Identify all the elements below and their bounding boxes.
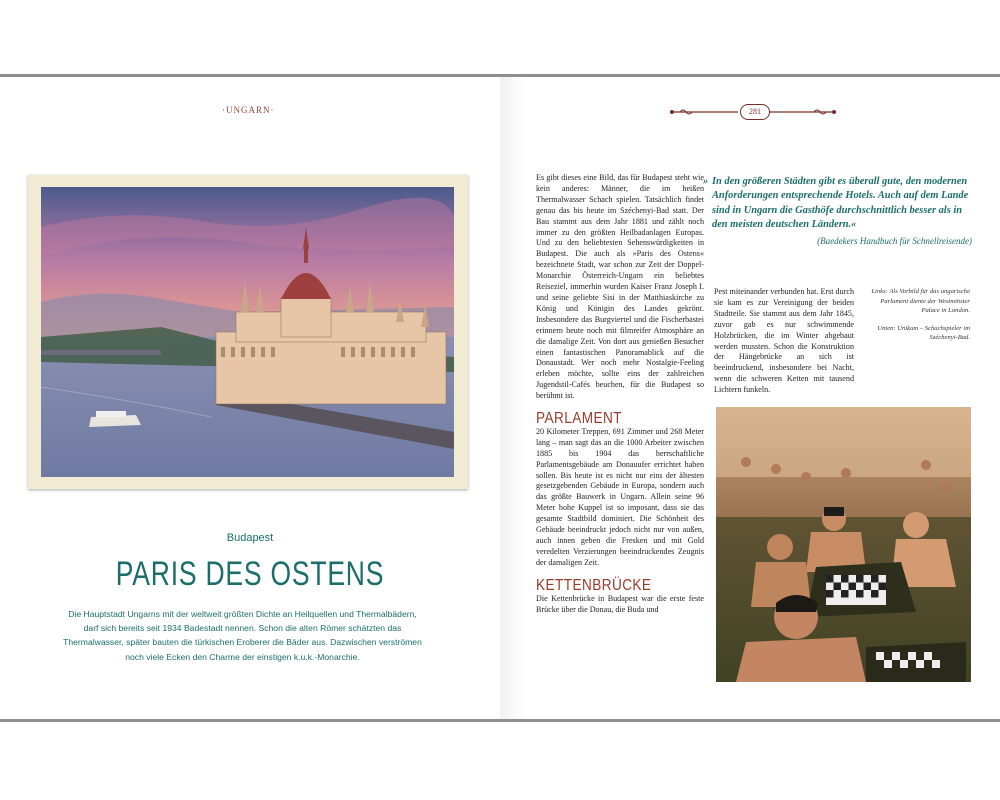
left-page	[0, 77, 500, 719]
parlament-paragraph: 20 Kilometer Treppen, 691 Zimmer und 268 Meter lang – man sagt das an die 1000 Arbeiter zwischen 1885 bis 1904 das herrschaftliche Parlamentsgebäude am Donauufer errichtet haben sollen. Bis heute ist es nicht nur eins der ältesten gesetzgebenden Gebäude in Europa, sondern auch das größte Bauwerk in Ungarn. Allein seine 96 Meter hohe Kuppel ist so imposant, dass sie das gesamte Stadtbild dominiert. Die Schönheit des Gebäude beeindruckt jedoch nicht nur von außen, auch innen geben die Fresken und mit Gold veredelten Verzierungen beeindruckendes Zeugnis der damaligen Zeit.	[536, 426, 704, 567]
lead-paragraph: Die Hauptstadt Ungarns mit der weltweit größten Dichte an Heilquellen und Thermalbädern, darf sich bereits seit 1934 Badestadt nennen. Schon die alten Römer schätzten das Thermalwasser, später bauten die türkischen Eroberer die Bäder aus. Dazwischen verströmen noch viele Ecken den Charme der einstigen k.u.k.-Monarchie.	[63, 609, 422, 662]
chess-bath-illustration	[716, 407, 971, 682]
section-label: ·UNGARN·	[222, 105, 275, 115]
intro-paragraph: Es gibt dieses eine Bild, das für Budapest steht wie kein anderes: Männer, die im heißen Thermalwasser Schach spielen. Tatsächlich findet genau das bis heute im Széchenyi-Bad statt. Der Bau stammt aus dem Jahr 1881 und zählt noch immer zu den größten Heilbadanlagen Europas. Und zu den beliebtesten Sehenswürdigkeiten in Budapest. Die auch als »Paris des Ostens« bezeichnete Stadt, war schon zur Zeit der Doppel-Monarchie Österreich-Ungarn ein beliebtes Reiseziel, immerhin wurden Kaiser Franz Joseph I. und seine geliebte Sisi in der Matthiaskirche zu König und Königin des Landes gekrönt. Insbesondere das Burgviertel und die Fischerbastei erinnern heute noch mit filmreifer Atmosphäre an die damalige Zeit. Von dort aus genießen Besucher einen fantastischen Panoramablick auf die Donaustadt. Wer noch mehr Nostalgie-Feeling erleben möchte, sollte eins der zahlreichen Jugendstil-Cafés beuchen, für die Budapest so berühmt ist.	[536, 173, 704, 401]
kettenbruecke-paragraph: Die Kettenbrücke in Budapest war die erste feste Brücke über die Donau, die Buda und	[536, 593, 704, 614]
parliament-photo-card	[28, 175, 468, 489]
quote-source: (Baedekers Handbuch für Schnellreisende)	[817, 235, 972, 246]
page-headline: PARIS DES OSTENS	[115, 555, 385, 593]
right-page	[500, 77, 1000, 719]
parliament-photo	[41, 187, 454, 477]
quote-text: In den größeren Städten gibt es überall gute, den modernen Anforderungen entsprechende Hotels. Auch auf dem Lande sind in Ungarn die Gasthöfe durchschnittlich besser als in den meisten deutschen Ländern.«	[712, 176, 969, 231]
book-spread	[0, 74, 1000, 722]
parliament-illustration	[41, 187, 454, 477]
caption-left-photo: Links: Als Vorbild für das ungarische Parlament diente der Westminster Palace in London.	[871, 288, 970, 315]
page-number: 281	[740, 104, 770, 120]
chess-bath-photo	[716, 407, 971, 682]
quote-mark-icon: »	[703, 176, 709, 187]
photo-captions	[862, 287, 970, 351]
text-column-1	[536, 173, 704, 615]
caption-bottom-photo: Unten: Unikum – Schachspieler im Széchenyi-Bad.	[877, 324, 970, 342]
heading-kettenbruecke: KETTENBRÜCKE	[536, 576, 652, 594]
heading-parlament: PARLAMENT	[536, 410, 622, 428]
place-label: Budapest	[226, 532, 274, 544]
pull-quote	[703, 175, 972, 248]
text-column-2	[714, 287, 854, 396]
col2-paragraph: Pest miteinander verbunden hat. Erst durch sie kam es zur Vereinigung der beiden Stadtteile. Sie stammt aus dem Jahr 1845, zuvor gab es nur schwimmende Holzbrücken, die im Winter abgebaut werden mussten. Schon die Konstruktion der Hängebrücke an sich ist beeindruckend, insbesondere bei Nacht, wenn die schweren Ketten mit tausend Lichtern funkeln.	[714, 287, 854, 395]
